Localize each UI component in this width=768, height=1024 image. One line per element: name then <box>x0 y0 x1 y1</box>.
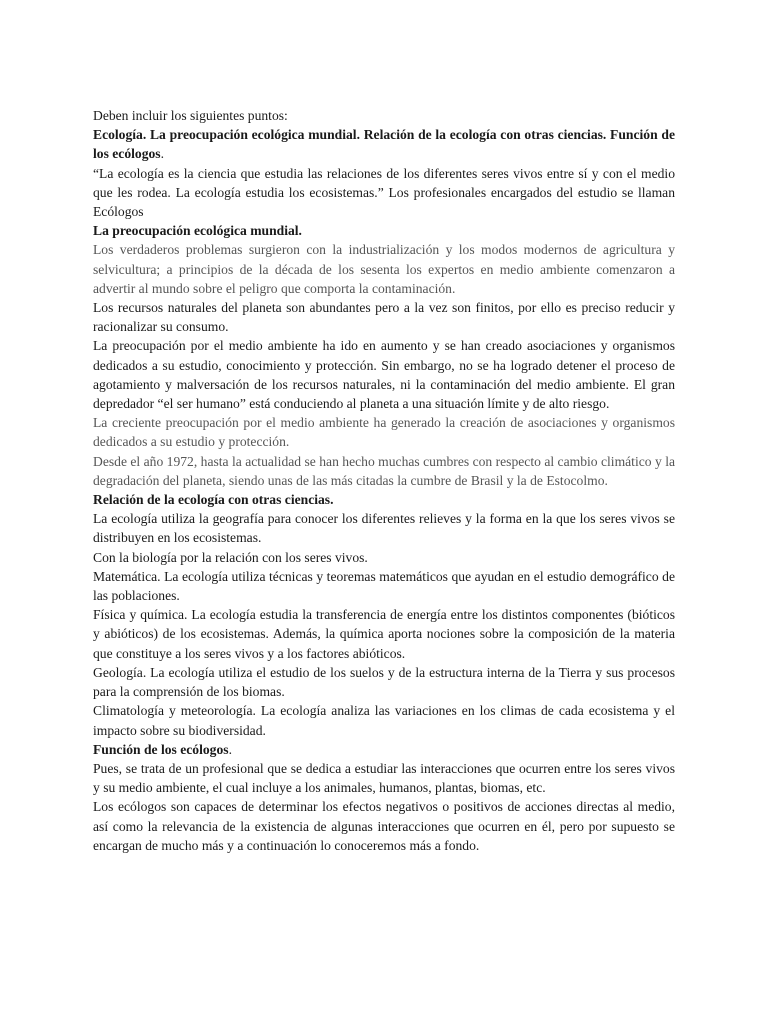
main-heading <box>93 125 675 163</box>
main-heading-period: . <box>160 146 164 162</box>
relation-paragraph-2: Con la biología por la relación con los seres vivos. <box>93 549 368 565</box>
concern-paragraph-2: Los recursos naturales del planeta son abundantes pero a la vez son finitos, por ello es preciso reducir y racionalizar su consumo. <box>93 300 675 335</box>
document-page <box>93 106 675 855</box>
concern-paragraph-3: La preocupación por el medio ambiente ha ido en aumento y se han creado asociaciones y organismos dedicados a su estudio, conocimiento y protección. Sin embargo, no se ha logrado detener el proceso de agotamiento y malversación de los recursos naturales, ni la contaminación del medio ambiente. El gran depredador “el ser humano” está conduciendo al planeta a una situación límite y de alto riesgo. <box>93 338 675 412</box>
relation-heading: Relación de la ecología con otras ciencias. <box>93 492 334 508</box>
relation-paragraph-4: Física y química. La ecología estudia la transferencia de energía entre los distintos componentes (bióticos y abióticos) de los ecosistemas. Además, la química aporta nociones sobre la composición de la materia que constituye a los seres vivos y a los factores abióticos. <box>93 607 675 661</box>
relation-paragraph-3: Matemática. La ecología utiliza técnicas y teoremas matemáticos que ayudan en el estudio demográfico de las poblaciones. <box>93 568 675 604</box>
definition-paragraph: “La ecología es la ciencia que estudia las relaciones de los diferentes seres vivos entre sí y con el medio que les rodea. La ecología estudia los ecosistemas.” Los profesionales encargados del estudio se llaman Ecólogos <box>93 165 675 220</box>
function-heading-text: Función de los ecólogos <box>93 741 229 757</box>
concern-paragraph-5: Desde el año 1972, hasta la actualidad se han hecho muchas cumbres con respecto al cambio climático y la degradación del planeta, siendo unas de las más citadas la cumbre de Brasil y la de Estocolmo. <box>93 453 675 488</box>
relation-paragraph-1: La ecología utiliza la geografía para conocer los diferentes relieves y la forma en la que los seres vivos se distribuyen en los ecosistemas. <box>93 511 675 546</box>
relation-paragraph-6: Climatología y meteorología. La ecología analiza las variaciones en los climas de cada ecosistema y el impacto sobre su biodiversidad. <box>93 703 675 738</box>
relation-paragraph-5: Geología. La ecología utiliza el estudio de los suelos y de la estructura interna de la Tierra y sus procesos para la comprensión de los biomas. <box>93 664 675 700</box>
concern-paragraph-4: La creciente preocupación por el medio ambiente ha generado la creación de asociaciones y organismos dedicados a su estudio y protección. <box>93 415 675 450</box>
main-heading-text: Ecología. La preocupación ecológica mundial. Relación de la ecología con otras ciencias. Función de los ecólogos <box>93 127 675 162</box>
function-heading-period: . <box>228 741 232 757</box>
concern-paragraph-1: Los verdaderos problemas surgieron con la industrialización y los modos modernos de agricultura y selvicultura; a principios de la década de los sesenta los expertos en medio ambiente comenzaron a advertir al mundo sobre el peligro que comporta la contaminación. <box>93 242 675 296</box>
concern-heading: La preocupación ecológica mundial. <box>93 223 302 239</box>
function-heading <box>93 740 675 759</box>
function-paragraph-1: Pues, se trata de un profesional que se dedica a estudiar las interacciones que ocurren entre los seres vivos y su medio ambiente, el cual incluye a los animales, humanos, plantas, biomas, etc. <box>93 760 675 796</box>
intro-line: Deben incluir los siguientes puntos: <box>93 108 288 123</box>
function-paragraph-2: Los ecólogos son capaces de determinar los efectos negativos o positivos de acciones directas al medio, así como la relevancia de la existencia de algunas interacciones que ocurren en él, pero por supuesto se encargan de mucho más y a continuación lo conoceremos más a fondo. <box>93 799 675 853</box>
